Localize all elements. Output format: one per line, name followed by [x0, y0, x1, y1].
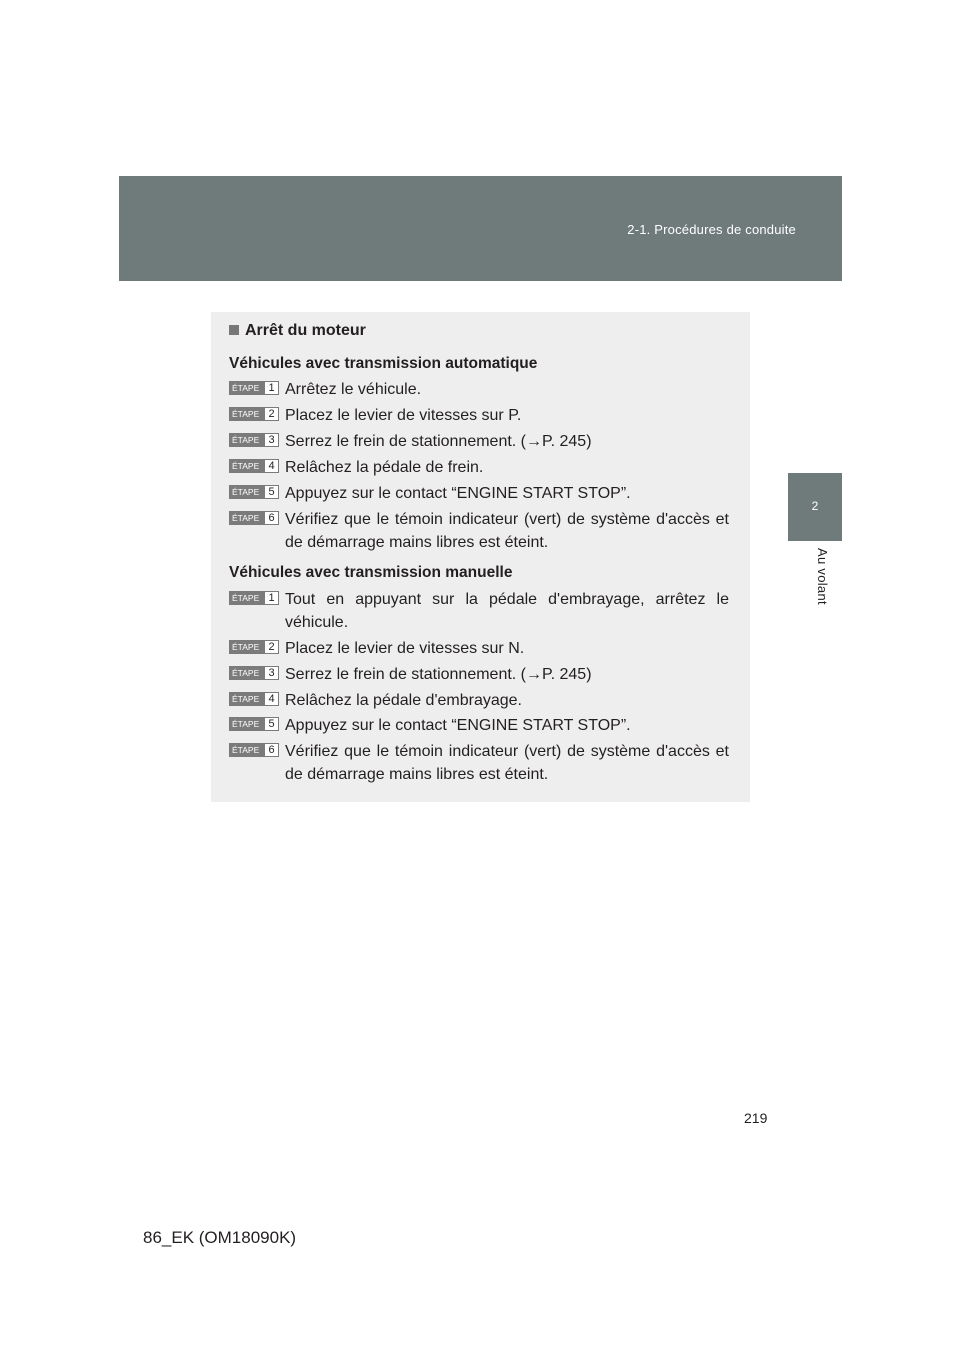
chapter-title: Au volant: [815, 548, 830, 605]
step-item: [229, 404, 729, 427]
step-text: Relâchez la pédale d'embrayage.: [285, 692, 522, 709]
step-text: Arrêtez le véhicule.: [285, 381, 422, 398]
step-text: Serrez le frein de stationnement. (→P. 245): [285, 666, 592, 683]
step-text: Vérifiez que le témoin indicateur (vert) de système d'accès et de démarrage mains libres est éteint.: [285, 743, 729, 783]
group-title-automatic: Véhicules avec transmission automatique: [229, 355, 538, 372]
step-item: [229, 714, 729, 737]
step-text: Appuyez sur le contact “ENGINE START STOP”.: [285, 717, 631, 734]
step-item: [229, 430, 729, 453]
step-badge: ÉTAPE 6: [229, 743, 279, 757]
step-badge: ÉTAPE 2: [229, 407, 279, 421]
step-text: Placez le levier de vitesses sur N.: [285, 640, 525, 657]
step-badge: ÉTAPE 6: [229, 511, 279, 525]
step-badge: ÉTAPE 4: [229, 692, 279, 706]
step-item: [229, 663, 729, 686]
group-title-manual: Véhicules avec transmission manuelle: [229, 564, 513, 581]
step-text: Tout en appuyant sur la pédale d'embrayage, arrêtez le véhicule.: [285, 591, 729, 631]
box-heading: [229, 322, 366, 340]
step-badge: ÉTAPE 3: [229, 666, 279, 680]
step-item: [229, 508, 729, 554]
chapter-number: 2: [811, 499, 819, 513]
step-badge: ÉTAPE 4: [229, 459, 279, 473]
step-text: Serrez le frein de stationnement. (→P. 245): [285, 433, 592, 450]
page-number: 219: [744, 1110, 768, 1126]
step-item: [229, 588, 729, 634]
info-box: [211, 312, 750, 802]
chapter-tab: [788, 473, 842, 541]
step-badge: ÉTAPE 5: [229, 717, 279, 731]
square-bullet-icon: [229, 325, 239, 335]
step-badge: ÉTAPE 1: [229, 381, 279, 395]
step-item: [229, 637, 729, 660]
step-item: [229, 740, 729, 786]
step-item: [229, 378, 729, 401]
step-badge: ÉTAPE 5: [229, 485, 279, 499]
step-item: [229, 482, 729, 505]
step-badge: ÉTAPE 2: [229, 640, 279, 654]
step-text: Appuyez sur le contact “ENGINE START STOP”.: [285, 485, 631, 502]
box-heading-text: Arrêt du moteur: [245, 322, 366, 339]
step-item: [229, 689, 729, 712]
step-text: Relâchez la pédale de frein.: [285, 459, 484, 476]
header-band: [119, 176, 842, 281]
footer-code: 86_EK (OM18090K): [143, 1228, 297, 1247]
step-text: Vérifiez que le témoin indicateur (vert) de système d'accès et de démarrage mains libres est éteint.: [285, 511, 729, 551]
step-item: [229, 456, 729, 479]
step-badge: ÉTAPE 3: [229, 433, 279, 447]
section-title: 2-1. Procédures de conduite: [627, 222, 796, 237]
step-badge: ÉTAPE 1: [229, 591, 279, 605]
step-text: Placez le levier de vitesses sur P.: [285, 407, 522, 424]
